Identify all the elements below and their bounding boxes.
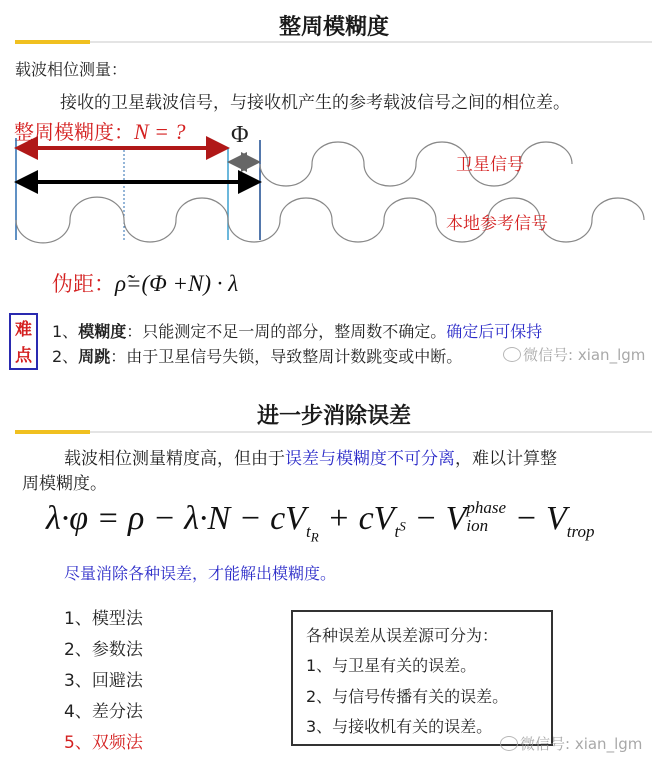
title-accent-bar — [15, 430, 90, 434]
difficulty-term: 周跳 — [78, 347, 111, 366]
equation-sub-sup: S — [399, 518, 406, 534]
pseudorange-formula: ρ̃=(Φ +N) · λ — [115, 271, 239, 296]
error-sources-heading: 各种误差从误差源可分为： — [306, 626, 499, 645]
equation-term: + cV — [318, 500, 395, 537]
paragraph-text: 载波相位测量精度高，但由于 — [64, 449, 285, 469]
title-accent-bar — [15, 40, 90, 44]
watermark-text: 微信号: xian_lgm — [523, 346, 646, 364]
title-divider — [15, 431, 652, 433]
pseudorange-label: 伪距： — [52, 272, 115, 296]
difficulty-term: 模糊度 — [78, 322, 127, 341]
wechat-icon — [503, 347, 521, 362]
pseudorange-row — [52, 268, 238, 298]
equation-lhs: λ·φ = ρ − λ·N − cV — [46, 500, 306, 537]
equation-sub-sub: R — [310, 529, 319, 545]
error-source-item: 2、与信号传播有关的误差。 — [306, 687, 509, 706]
carrier-phase-diagram — [0, 130, 668, 245]
paragraph-line-1 — [64, 444, 557, 469]
equation-term: − V — [405, 500, 467, 537]
equation-term: − V — [506, 500, 567, 537]
satellite-signal-wave — [260, 142, 572, 186]
error-source-item: 1、与卫星有关的误差。 — [306, 656, 477, 675]
equation-sub: t — [394, 521, 400, 541]
equation-sub: t — [305, 521, 311, 541]
difficulty-num: 2、 — [52, 347, 79, 366]
paragraph-text: ，难以计算整 — [455, 449, 557, 469]
difficulty-num: 1、 — [52, 322, 79, 341]
method-item: 1、模型法 — [64, 609, 143, 629]
wechat-icon — [500, 736, 518, 751]
paragraph-line-2: 周模糊度。 — [22, 474, 107, 494]
satellite-signal-label: 卫星信号 — [456, 155, 524, 175]
local-reference-wave — [16, 197, 644, 243]
section2-title: 进一步消除误差 — [256, 404, 411, 429]
paragraph-highlight: 误差与模糊度不可分离 — [285, 449, 455, 469]
conclusion-text: 尽量消除各种误差，才能解出模糊度。 — [64, 564, 337, 583]
difficulty-note: 确定后可保持 — [446, 322, 543, 341]
equation-sub: trop — [566, 521, 595, 541]
watermark-text: 微信号: xian_lgm — [520, 735, 643, 753]
difficulty-text: ：只能测定不足一周的部分，整周数不确定。 — [126, 322, 447, 341]
ambiguity-label-text: 整周模糊度： — [14, 120, 134, 144]
difficulty-badge — [9, 313, 38, 370]
method-item: 4、差分法 — [64, 702, 143, 722]
local-signal-label: 本地参考信号 — [446, 214, 548, 234]
watermark — [503, 344, 645, 365]
intro-label: 载波相位测量： — [15, 60, 128, 79]
phase-symbol: Φ — [231, 122, 249, 148]
equation-sup: phase — [466, 498, 507, 518]
difficulty-item — [52, 319, 542, 342]
difficulty-badge-char-2: 点 — [15, 346, 32, 366]
ambiguity-formula: N = ? — [134, 119, 186, 144]
title-divider — [15, 41, 652, 43]
method-item-highlight: 5、双频法 — [64, 733, 143, 753]
difficulty-text: ：由于卫星信号失锁，导致整周计数跳变或中断。 — [110, 347, 463, 366]
carrier-phase-equation — [46, 500, 595, 545]
equation-sub: ion — [466, 516, 489, 536]
watermark — [500, 733, 642, 754]
section1-title: 整周模糊度 — [278, 15, 389, 40]
method-item: 2、参数法 — [64, 640, 143, 660]
method-item: 3、回避法 — [64, 671, 143, 691]
intro-text: 接收的卫星载波信号，与接收机产生的参考载波信号之间的相位差。 — [60, 93, 570, 113]
difficulty-item — [52, 344, 462, 367]
error-source-item: 3、与接收机有关的误差。 — [306, 717, 493, 736]
difficulty-badge-char-1: 难 — [15, 320, 32, 340]
